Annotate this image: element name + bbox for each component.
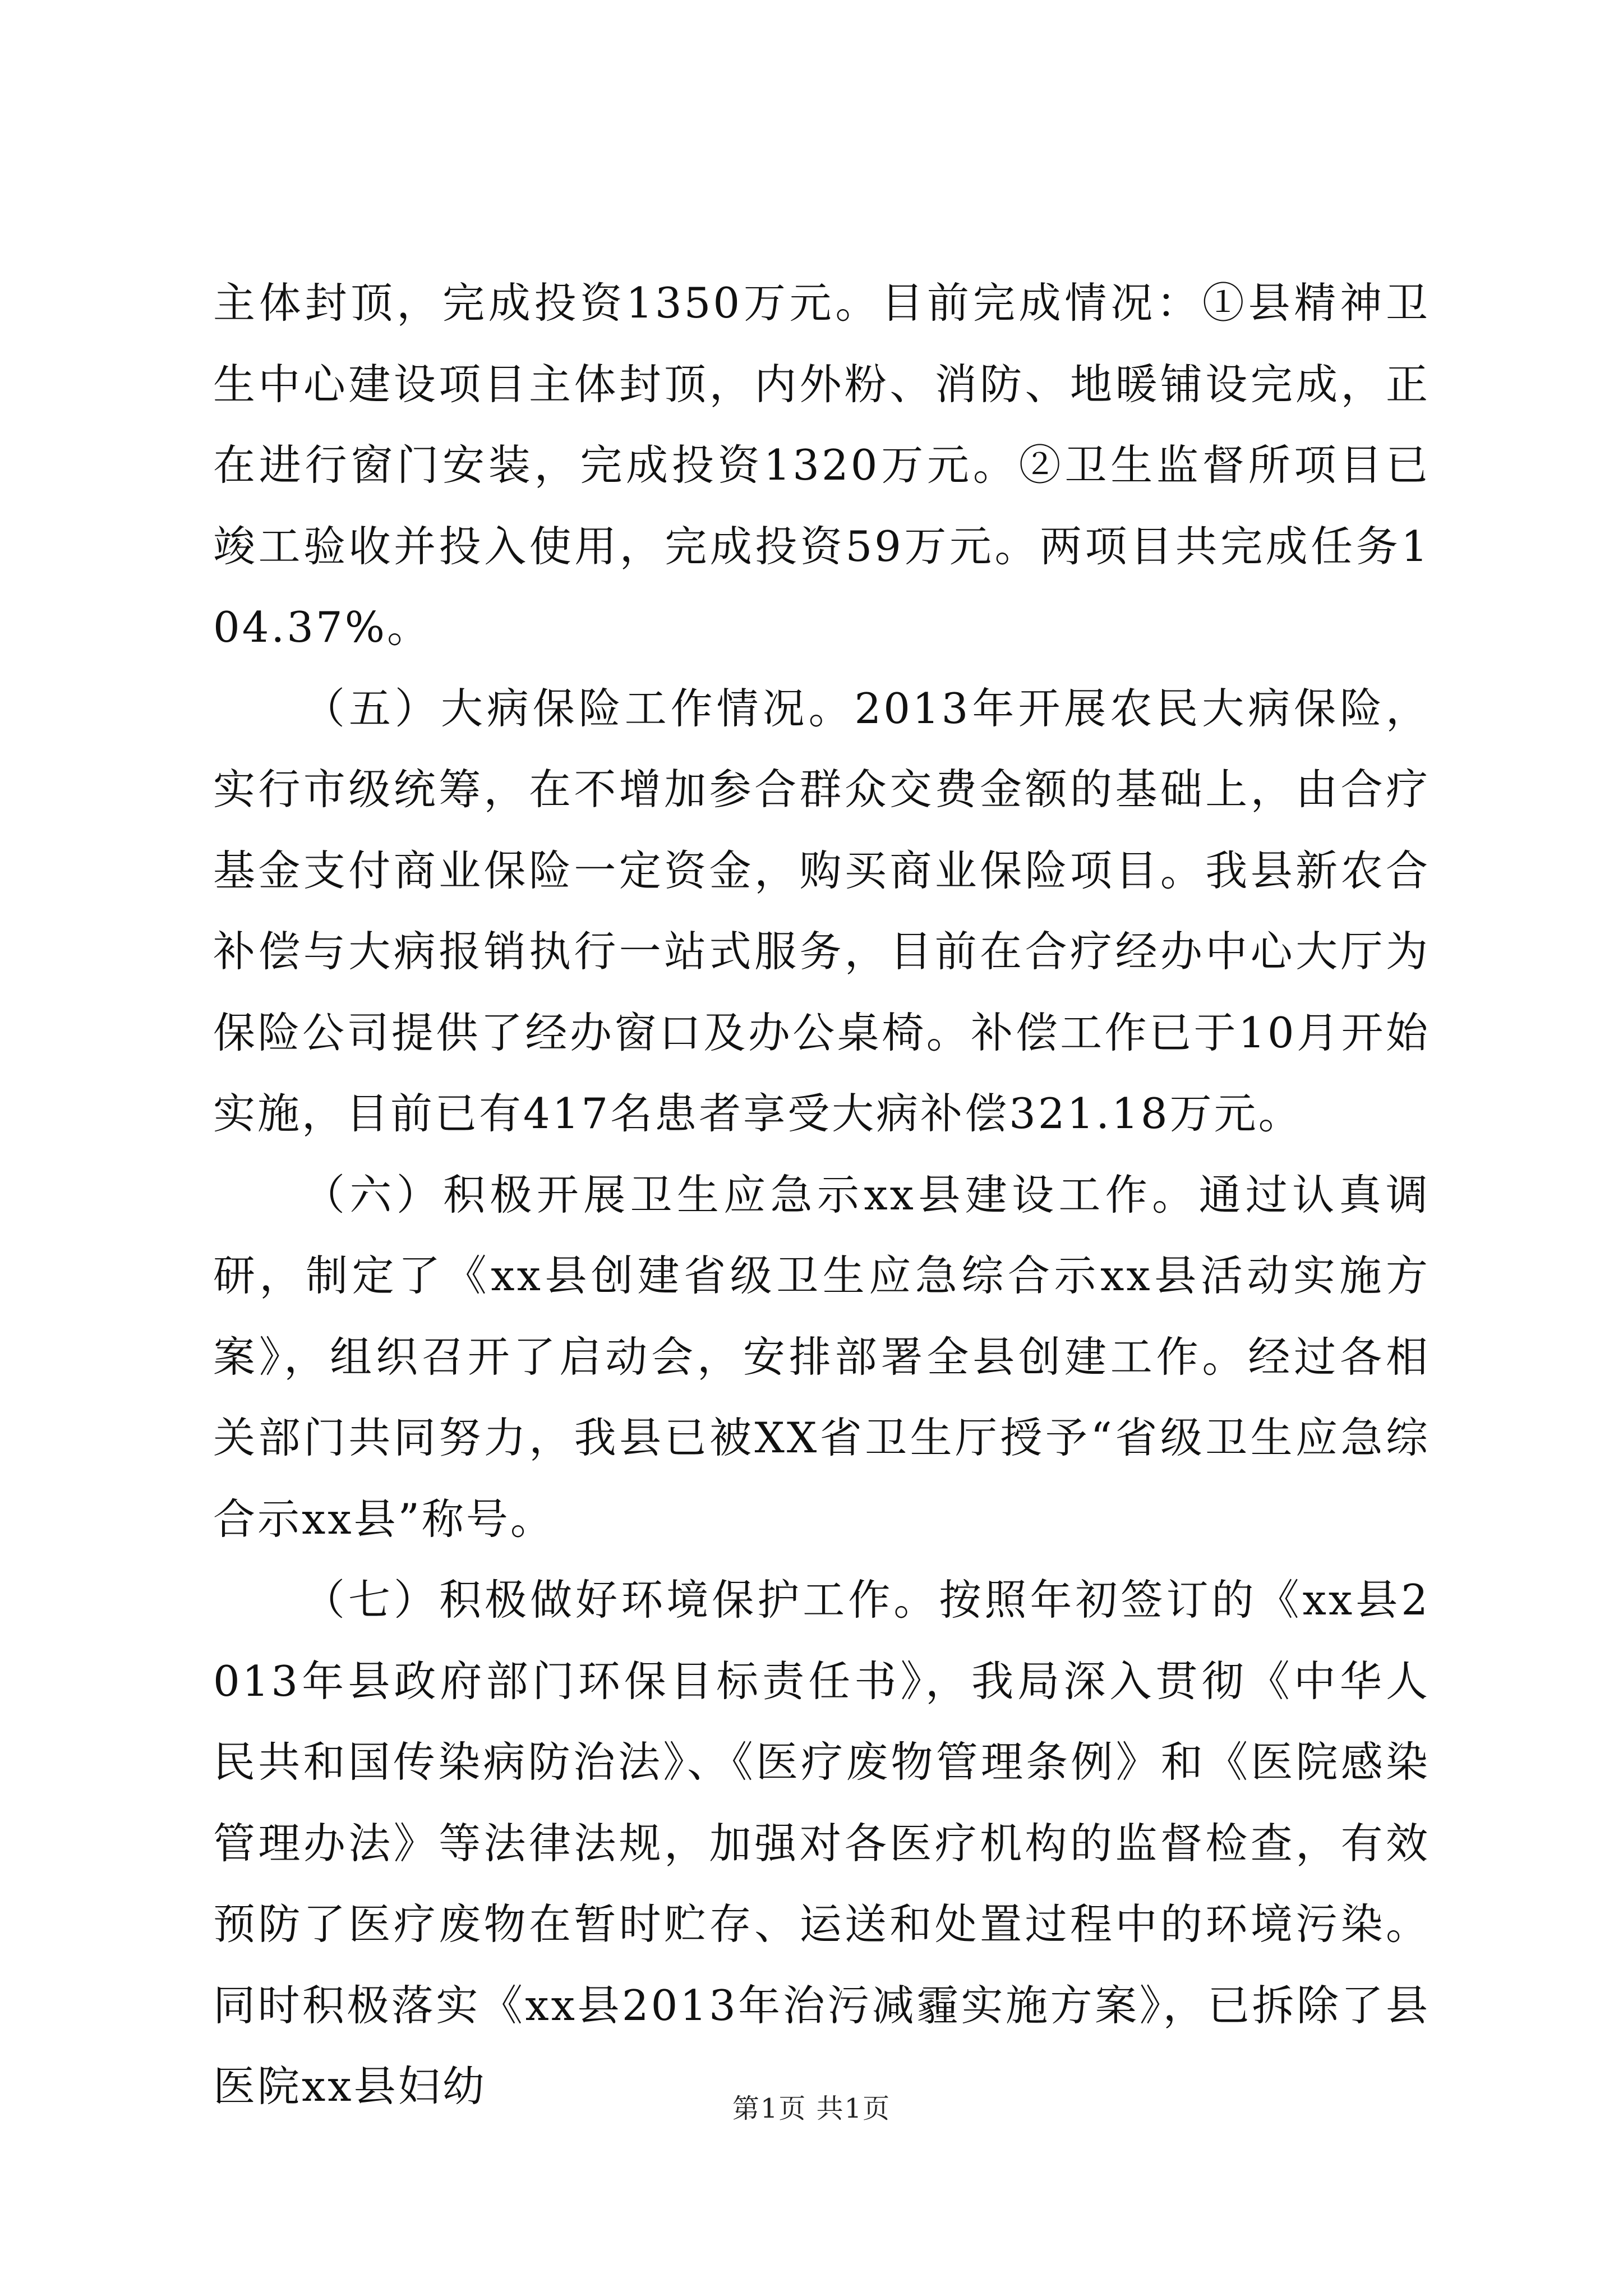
page-footer: 第1页 共1页 xyxy=(732,2093,891,2124)
paragraph-continued: 主体封顶，完成投资1350万元。目前完成情况：①县精神卫生中心建设项目主体封顶，内外粉、消防、地暖铺设完成，正在进行窗门安装，完成投资1320万元。②卫生监督所项目已竣工验收并投入使用，完成投资59万元。两项目共完成任务104.37%。 xyxy=(213,278,1430,652)
paragraph-section-5: （五）大病保险工作情况。2013年开展农民大病保险，实行市级统筹，在不增加参合群众交费金额的基础上，由合疗基金支付商业保险一定资金，购买商业保险项目。我县新农合补偿与大病报销执行一站式服务，目前在合疗经办中心大厅为保险公司提供了经办窗口及办公桌椅。补偿工作已于10月开始实施，目前已有417名患者享受大病补偿321.18万元。 xyxy=(213,683,1430,1138)
document-body xyxy=(213,263,1430,2127)
paragraph-section-7: （七）积极做好环境保护工作。按照年初签订的《xx县2013年县政府部门环保目标责任书》，我局深入贯彻《中华人民共和国传染病防治法》、《医疗废物管理条例》和《医院感染管理办法》等法律法规，加强对各医疗机构的监督检查，有效预防了医疗废物在暂时贮存、运送和处置过程中的环境污染。同时积极落实《xx县2013年治污减霾实施方案》，已拆除了县医院xx县妇幼 xyxy=(213,1575,1430,2111)
paragraph-section-6: （六）积极开展卫生应急示xx县建设工作。通过认真调研，制定了《xx县创建省级卫生应急综合示xx县活动实施方案》，组织召开了启动会，安排部署全县创建工作。经过各相关部门共同努力，我县已被XX省卫生厅授予“省级卫生应急综合示xx县”称号。 xyxy=(213,1170,1430,1544)
